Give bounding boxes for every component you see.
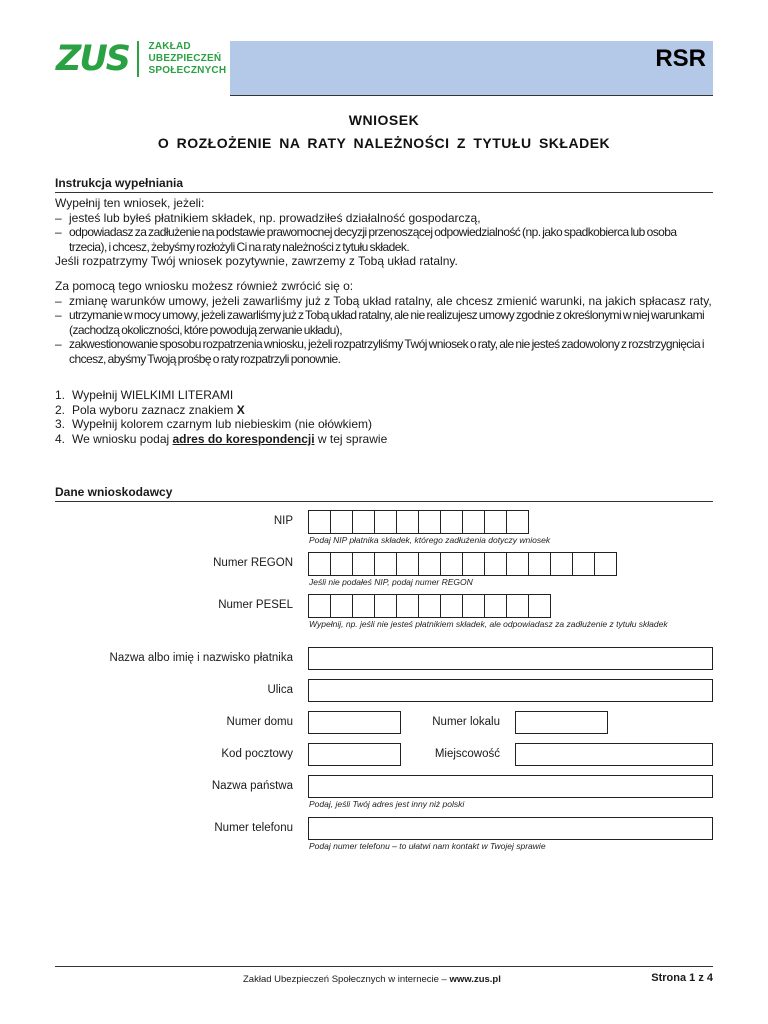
pesel-digit-cell[interactable]: [308, 594, 331, 618]
phone-label: Numer telefonu: [214, 822, 293, 834]
logo-separator: [137, 41, 139, 77]
document-subtitle: O ROZŁOŻENIE NA RATY NALEŻNOŚCI Z TYTUŁU SKŁADEK: [157, 135, 611, 151]
pesel-digit-cell[interactable]: [506, 594, 529, 618]
street-input[interactable]: [308, 679, 713, 702]
country-input[interactable]: [308, 775, 713, 798]
step-item: [55, 417, 715, 432]
country-label: Nazwa państwa: [211, 780, 293, 792]
logo-line: SPOŁECZNYCH: [148, 65, 227, 76]
phone-input[interactable]: [308, 817, 713, 840]
payer-name-label: Nazwa albo imię i nazwisko płatnika: [109, 652, 293, 664]
logo-text: [149, 41, 227, 77]
instructions-steps: [55, 388, 715, 446]
pesel-label: Numer PESEL: [218, 599, 293, 611]
step-text: Wypełnij kolorem czarnym lub niebieskim (nie ołówkiem): [72, 417, 372, 432]
postcode-label: Kod pocztowy: [221, 748, 293, 760]
regon-digit-cell[interactable]: [506, 552, 529, 576]
pesel-digit-cell[interactable]: [462, 594, 485, 618]
nip-digit-cell[interactable]: [374, 510, 397, 534]
also-item: – zmianę warunków umowy, jeżeli zawarliśmy już z Tobą układ ratalny, ale chcesz zmienić warunki, na jakich spłacasz raty,: [55, 294, 715, 309]
postcode-input[interactable]: [308, 743, 401, 766]
regon-digit-cell[interactable]: [572, 552, 595, 576]
payer-name-input[interactable]: [308, 647, 713, 670]
regon-digit-cell[interactable]: [330, 552, 353, 576]
instructions-intro: Wypełnij ten wniosek, jeżeli:: [55, 196, 205, 210]
regon-digit-cell[interactable]: [352, 552, 375, 576]
pesel-digit-cell[interactable]: [396, 594, 419, 618]
page-number: Strona 1 z 4: [651, 972, 713, 984]
pesel-digit-cell[interactable]: [352, 594, 375, 618]
pesel-field[interactable]: [308, 594, 550, 618]
document-title: WNIOSEK: [348, 112, 420, 128]
step-item: [55, 403, 715, 418]
step-item: [55, 388, 715, 403]
country-hint: Podaj, jeśli Twój adres jest inny niż polski: [309, 799, 465, 809]
zus-logo: [56, 40, 226, 78]
regon-digit-cell[interactable]: [594, 552, 617, 576]
phone-hint: Podaj numer telefonu – to ułatwi nam kontakt w Twojej sprawie: [309, 841, 546, 851]
logo-line: ZAKŁAD: [148, 41, 191, 52]
step-mark: X: [236, 402, 245, 417]
nip-field[interactable]: [308, 510, 528, 534]
header-divider: [230, 95, 713, 96]
section-heading-instructions: Instrukcja wypełniania: [55, 176, 713, 193]
nip-digit-cell[interactable]: [330, 510, 353, 534]
nip-digit-cell[interactable]: [440, 510, 463, 534]
pesel-digit-cell[interactable]: [418, 594, 441, 618]
regon-digit-cell[interactable]: [374, 552, 397, 576]
instructions-also: [55, 279, 715, 367]
city-input[interactable]: [515, 743, 713, 766]
flat-number-input[interactable]: [515, 711, 608, 734]
logo-line: UBEZPIECZEŃ: [148, 53, 222, 64]
nip-digit-cell[interactable]: [396, 510, 419, 534]
pesel-digit-cell[interactable]: [484, 594, 507, 618]
step-item: [55, 432, 715, 447]
condition-item: – jesteś lub byłeś płatnikiem składek, np. prowadziłeś działalność gospodarczą,: [55, 211, 715, 226]
house-number-input[interactable]: [308, 711, 401, 734]
step-number: 1.: [55, 388, 66, 402]
also-intro: Za pomocą tego wniosku możesz również zwrócić się o:: [55, 279, 354, 293]
correspondence-address-emphasis: adres do korespondencji: [172, 431, 315, 446]
header-band: [230, 41, 713, 95]
step-text: We wniosku podaj adres do korespondencji w tej sprawie: [72, 431, 388, 446]
zus-logo-mark: ZUS: [56, 39, 130, 79]
nip-digit-cell[interactable]: [308, 510, 331, 534]
step-text: Wypełnij WIELKIMI LITERAMI: [72, 388, 234, 402]
pesel-hint: Wypełnij, np. jeśli nie jesteś płatnikiem składek, ale odpowiadasz za zadłużenie z tytułu składek: [309, 619, 668, 629]
regon-digit-cell[interactable]: [462, 552, 485, 576]
nip-digit-cell[interactable]: [462, 510, 485, 534]
also-item: – utrzymanie w mocy umowy, jeżeli zawarliśmy już z Tobą układ ratalny, ale nie realizujesz umowy zgodnie z określonymi w niej warunkami (zachodzą okoliczności, które powodują zerwanie układu),: [55, 308, 715, 337]
regon-digit-cell[interactable]: [440, 552, 463, 576]
city-label: Miejscowość: [434, 748, 500, 760]
pesel-digit-cell[interactable]: [528, 594, 551, 618]
pesel-digit-cell[interactable]: [330, 594, 353, 618]
nip-digit-cell[interactable]: [352, 510, 375, 534]
nip-hint: Podaj NIP płatnika składek, którego zadłużenia dotyczy wniosek: [309, 535, 551, 545]
nip-digit-cell[interactable]: [418, 510, 441, 534]
nip-digit-cell[interactable]: [484, 510, 507, 534]
step-text: Pola wyboru zaznacz znakiem X: [72, 402, 245, 417]
step-number: 2.: [55, 402, 66, 417]
nip-digit-cell[interactable]: [506, 510, 529, 534]
footer-text: Zakład Ubezpieczeń Społecznych w internecie – www.zus.pl: [243, 974, 501, 985]
regon-digit-cell[interactable]: [308, 552, 331, 576]
pesel-digit-cell[interactable]: [440, 594, 463, 618]
also-item: – zakwestionowanie sposobu rozpatrzenia wniosku, jeżeli rozpatrzyliśmy Twój wniosek o raty, ale nie jesteś zadowolony z rozstrzygnięcia i chcesz, abyśmy Twoją prośbę o raty rozpatrzyli ponownie.: [55, 337, 715, 366]
street-label: Ulica: [267, 684, 293, 696]
instructions-conditions: [55, 196, 715, 269]
footer-divider: [55, 966, 713, 967]
pesel-digit-cell[interactable]: [374, 594, 397, 618]
regon-digit-cell[interactable]: [484, 552, 507, 576]
regon-field[interactable]: [308, 552, 616, 576]
regon-digit-cell[interactable]: [396, 552, 419, 576]
instructions-outcome: Jeśli rozpatrzymy Twój wniosek pozytywnie, zawrzemy z Tobą układ ratalny.: [55, 254, 458, 269]
section-heading-applicant: Dane wnioskodawcy: [55, 485, 713, 502]
flat-number-label: Numer lokalu: [432, 716, 500, 728]
footer-url: www.zus.pl: [449, 974, 501, 985]
regon-digit-cell[interactable]: [528, 552, 551, 576]
regon-label: Numer REGON: [213, 557, 293, 569]
condition-item: – odpowiadasz za zadłużenie na podstawie prawomocnej decyzji przenoszącej odpowiedzialność (np. jako spadkobierca lub osoba trzecia), i chcesz, żebyśmy rozłożyli Ci na raty należności z tytułu składek.: [55, 225, 715, 254]
step-number: 3.: [55, 417, 66, 432]
house-number-label: Numer domu: [226, 716, 293, 728]
regon-hint: Jeśli nie podałeś NIP, podaj numer REGON: [309, 577, 473, 587]
regon-digit-cell[interactable]: [418, 552, 441, 576]
nip-label: NIP: [273, 515, 293, 527]
form-code: RSR: [655, 45, 706, 72]
regon-digit-cell[interactable]: [550, 552, 573, 576]
step-number: 4.: [55, 431, 66, 446]
